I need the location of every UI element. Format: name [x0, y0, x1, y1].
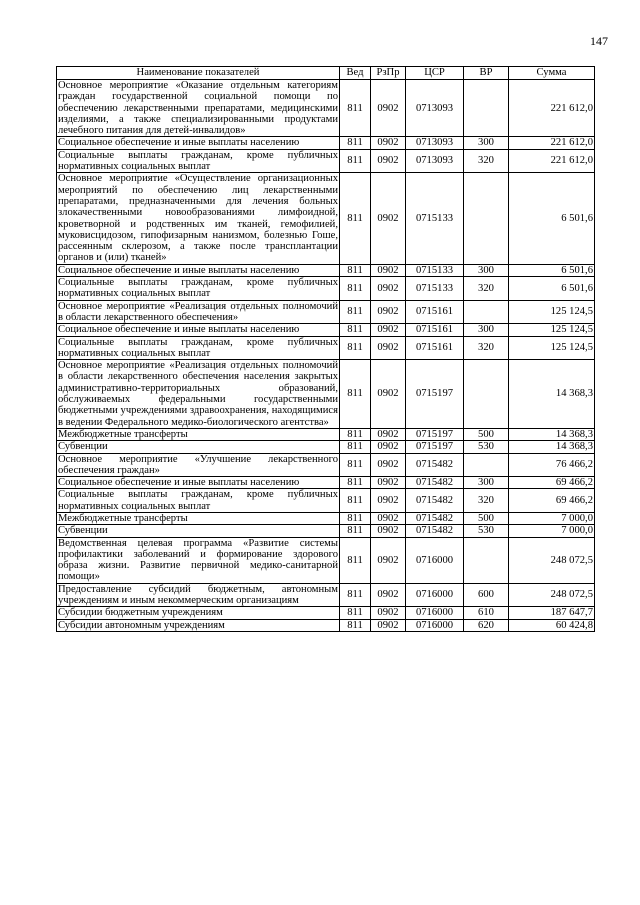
cell-ved: 811	[340, 477, 371, 489]
cell-rzpr: 0902	[371, 477, 406, 489]
cell-ved: 811	[340, 453, 371, 477]
cell-vr	[464, 453, 509, 477]
cell-name: Предоставление субсидий бюджетным, автономным учреждениям и иным некоммерческим организациям	[58, 583, 338, 607]
cell-rzpr: 0902	[371, 512, 406, 524]
table-body	[57, 80, 595, 632]
cell-ved: 811	[340, 173, 371, 264]
table-row	[57, 477, 595, 489]
table-header-row	[57, 67, 595, 80]
cell-vr: 320	[464, 336, 509, 360]
cell-ved: 811	[340, 336, 371, 360]
cell-vr	[464, 537, 509, 583]
table-row	[57, 336, 595, 360]
cell-csr: 0713093	[406, 80, 464, 137]
cell-rzpr: 0902	[371, 525, 406, 537]
cell-name: Социальное обеспечение и иные выплаты населению	[57, 324, 340, 336]
table-row	[57, 300, 595, 324]
cell-name: Социальное обеспечение и иные выплаты населению	[57, 137, 340, 149]
cell-csr: 0716000	[406, 537, 464, 583]
table-row	[57, 264, 595, 276]
cell-vr	[464, 360, 509, 429]
table-row	[57, 441, 595, 453]
table-row	[57, 453, 595, 477]
cell-ved: 811	[340, 525, 371, 537]
cell-vr: 300	[464, 137, 509, 149]
cell-rzpr: 0902	[371, 324, 406, 336]
cell-ved: 811	[340, 512, 371, 524]
cell-csr: 0715197	[406, 428, 464, 440]
table-row	[57, 173, 595, 264]
cell-name: Социальные выплаты гражданам, кроме публичных нормативных социальных выплат	[58, 489, 338, 512]
cell-name: Основное мероприятие «Реализация отдельных полномочий в области лекарственного обеспечения населения закрытых административно-территориальных образований, обслуживаемых федеральными государственными бюджетными учреждениями здравоохранения, находящимися в ведении Федерального медико-биологического агентства»	[58, 360, 338, 428]
cell-sum: 14 368,3	[509, 441, 595, 453]
table-row	[57, 607, 595, 619]
table-row	[57, 360, 595, 429]
cell-name: Субсидии бюджетным учреждениям	[57, 607, 340, 619]
cell-rzpr: 0902	[371, 173, 406, 264]
cell-ved: 811	[340, 80, 371, 137]
cell-csr: 0715133	[406, 173, 464, 264]
table-row	[57, 277, 595, 301]
cell-vr: 320	[464, 277, 509, 301]
page-number: 147	[590, 34, 608, 48]
cell-sum: 7 000,0	[509, 525, 595, 537]
cell-rzpr: 0902	[371, 489, 406, 513]
cell-name: Субсидии автономным учреждениям	[57, 619, 340, 631]
cell-sum: 6 501,6	[509, 264, 595, 276]
cell-sum: 248 072,5	[509, 583, 595, 607]
cell-csr: 0715482	[406, 525, 464, 537]
cell-rzpr: 0902	[371, 277, 406, 301]
cell-vr: 500	[464, 428, 509, 440]
header-sum: Сумма	[509, 67, 595, 80]
cell-rzpr: 0902	[371, 264, 406, 276]
header-ved: Вед	[340, 67, 371, 80]
cell-ved: 811	[340, 300, 371, 324]
cell-csr: 0713093	[406, 137, 464, 149]
cell-sum: 14 368,3	[509, 428, 595, 440]
cell-vr: 610	[464, 607, 509, 619]
cell-csr: 0715482	[406, 477, 464, 489]
cell-vr	[464, 300, 509, 324]
cell-rzpr: 0902	[371, 619, 406, 631]
cell-sum: 221 612,0	[509, 149, 595, 173]
cell-name: Основное мероприятие «Оказание отдельным категориям граждан государственной социальной помощи по обеспечению лекарственными препаратами, медицинскими изделиями, а также специализированными продуктами лечебного питания для детей-инвалидов»	[58, 80, 338, 137]
cell-rzpr: 0902	[371, 360, 406, 429]
cell-vr: 320	[464, 149, 509, 173]
cell-csr: 0715197	[406, 360, 464, 429]
cell-ved: 811	[340, 583, 371, 607]
cell-ved: 811	[340, 264, 371, 276]
cell-name: Социальные выплаты гражданам, кроме публичных нормативных социальных выплат	[58, 149, 338, 173]
cell-sum: 221 612,0	[509, 137, 595, 149]
cell-rzpr: 0902	[371, 137, 406, 149]
cell-ved: 811	[340, 324, 371, 336]
cell-csr: 0716000	[406, 583, 464, 607]
budget-table	[56, 66, 595, 632]
cell-name: Социальные выплаты гражданам, кроме публичных нормативных социальных выплат	[58, 336, 338, 359]
cell-csr: 0715161	[406, 324, 464, 336]
cell-sum: 221 612,0	[509, 80, 595, 137]
cell-csr: 0713093	[406, 149, 464, 173]
table-row	[57, 619, 595, 631]
cell-ved: 811	[340, 537, 371, 583]
table-row	[57, 80, 595, 137]
cell-rzpr: 0902	[371, 453, 406, 477]
cell-sum: 69 466,2	[509, 477, 595, 489]
cell-name: Социальное обеспечение и иные выплаты населению	[57, 264, 340, 276]
cell-vr: 620	[464, 619, 509, 631]
cell-ved: 811	[340, 149, 371, 173]
cell-name: Межбюджетные трансферты	[57, 512, 340, 524]
cell-name: Основное мероприятие «Реализация отдельных полномочий в области лекарственного обеспечения»	[58, 300, 338, 323]
cell-csr: 0715482	[406, 489, 464, 513]
cell-csr: 0715161	[406, 336, 464, 360]
cell-rzpr: 0902	[371, 607, 406, 619]
cell-vr: 300	[464, 324, 509, 336]
cell-name: Основное мероприятие «Осуществление организационных мероприятий по обеспечению лиц лекарственными препаратами, предназначенными для лечения больных злокачественными новообразованиями лимфоидной, кроветворной и родственных им тканей, гемофилией, муковисцидозом, гипофизарным нанизмом, болезнью Гоше, рассеянным склерозом, а также после трансплантации органов и (или) тканей»	[58, 173, 338, 264]
cell-rzpr: 0902	[371, 537, 406, 583]
cell-ved: 811	[340, 607, 371, 619]
cell-rzpr: 0902	[371, 428, 406, 440]
cell-sum: 6 501,6	[509, 277, 595, 301]
cell-sum: 125 124,5	[509, 324, 595, 336]
cell-sum: 14 368,3	[509, 360, 595, 429]
cell-ved: 811	[340, 137, 371, 149]
table-row	[57, 489, 595, 513]
cell-name: Социальные выплаты гражданам, кроме публичных нормативных социальных выплат	[58, 277, 338, 300]
cell-name: Субвенции	[57, 525, 340, 537]
cell-csr: 0716000	[406, 619, 464, 631]
header-vr: ВР	[464, 67, 509, 80]
cell-vr: 530	[464, 525, 509, 537]
cell-rzpr: 0902	[371, 583, 406, 607]
cell-ved: 811	[340, 619, 371, 631]
cell-vr: 530	[464, 441, 509, 453]
cell-vr: 300	[464, 477, 509, 489]
header-rzpr: РзПр	[371, 67, 406, 80]
cell-csr: 0715197	[406, 441, 464, 453]
cell-name: Субвенции	[57, 441, 340, 453]
cell-csr: 0715161	[406, 300, 464, 324]
cell-name: Ведомственная целевая программа «Развитие системы профилактики заболеваний и формирование здорового образа жизни. Развитие первичной медико-санитарной помощи»	[58, 537, 338, 583]
table-row	[57, 324, 595, 336]
table-row	[57, 428, 595, 440]
cell-sum: 248 072,5	[509, 537, 595, 583]
cell-sum: 125 124,5	[509, 336, 595, 360]
cell-sum: 125 124,5	[509, 300, 595, 324]
cell-sum: 6 501,6	[509, 173, 595, 264]
cell-sum: 60 424,8	[509, 619, 595, 631]
cell-vr	[464, 173, 509, 264]
table-row	[57, 149, 595, 173]
cell-csr: 0716000	[406, 607, 464, 619]
cell-rzpr: 0902	[371, 300, 406, 324]
cell-vr: 320	[464, 489, 509, 513]
cell-name: Межбюджетные трансферты	[57, 428, 340, 440]
cell-ved: 811	[340, 277, 371, 301]
cell-csr: 0715482	[406, 453, 464, 477]
cell-vr: 300	[464, 264, 509, 276]
cell-rzpr: 0902	[371, 80, 406, 137]
cell-sum: 7 000,0	[509, 512, 595, 524]
header-name: Наименование показателей	[57, 67, 340, 80]
cell-vr: 600	[464, 583, 509, 607]
cell-vr: 500	[464, 512, 509, 524]
cell-ved: 811	[340, 489, 371, 513]
cell-rzpr: 0902	[371, 149, 406, 173]
cell-csr: 0715133	[406, 277, 464, 301]
header-csr: ЦСР	[406, 67, 464, 80]
cell-csr: 0715133	[406, 264, 464, 276]
cell-ved: 811	[340, 428, 371, 440]
cell-csr: 0715482	[406, 512, 464, 524]
cell-sum: 187 647,7	[509, 607, 595, 619]
cell-name: Социальное обеспечение и иные выплаты населению	[57, 477, 340, 489]
table-row	[57, 537, 595, 583]
table-row	[57, 512, 595, 524]
cell-rzpr: 0902	[371, 441, 406, 453]
cell-rzpr: 0902	[371, 336, 406, 360]
cell-vr	[464, 80, 509, 137]
table-row	[57, 525, 595, 537]
cell-ved: 811	[340, 360, 371, 429]
table-row	[57, 137, 595, 149]
cell-name: Основное мероприятие «Улучшение лекарственного обеспечения граждан»	[58, 453, 338, 476]
table-row	[57, 583, 595, 607]
cell-ved: 811	[340, 441, 371, 453]
cell-sum: 76 466,2	[509, 453, 595, 477]
cell-sum: 69 466,2	[509, 489, 595, 513]
